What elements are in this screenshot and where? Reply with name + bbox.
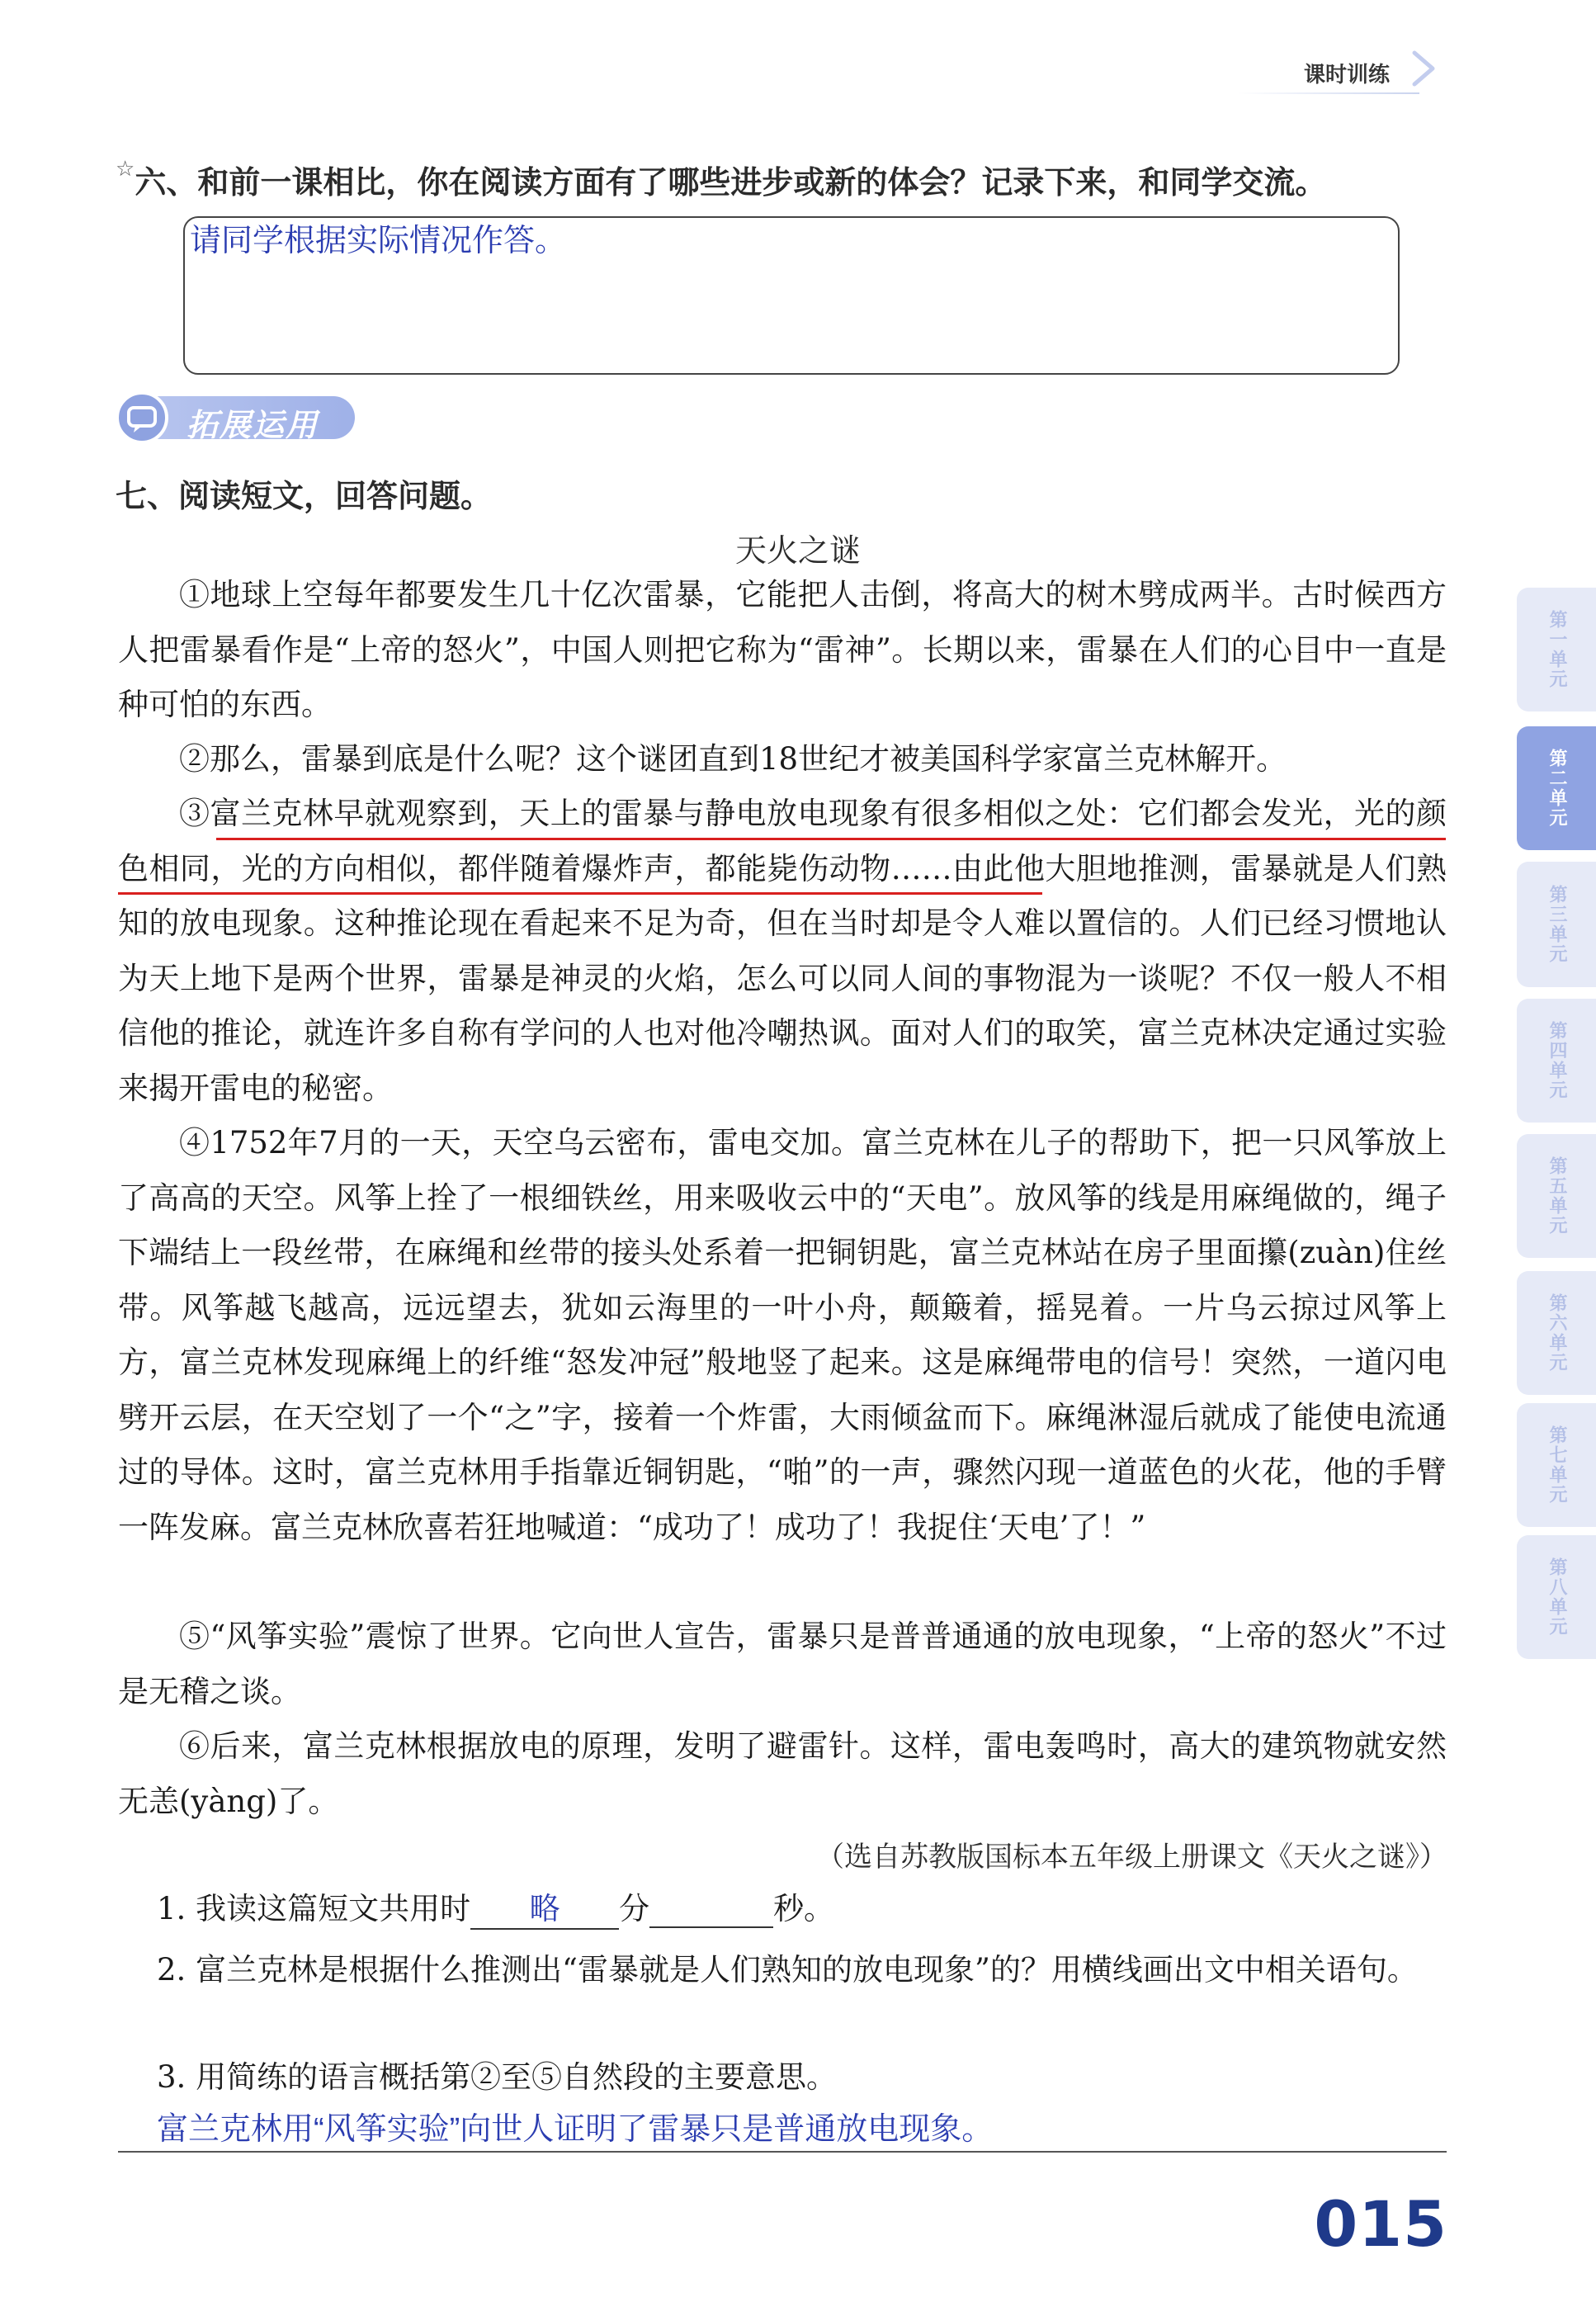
passage-paragraph-6: ⑥后来，富兰克林根据放电的原理，发明了避雷针。这样，雷电轰鸣时，高大的建筑物就安然无恙(yàng)了。	[118, 1728, 1447, 1819]
underline-mark	[118, 892, 1042, 895]
passage-source: （选自苏教版国标本五年级上册课文《天火之谜》）	[816, 1841, 1447, 1874]
question-6-text: 六、和前一课相比，你在阅读方面有了哪些进步或新的体会？记录下来，和同学交流。	[135, 164, 1327, 201]
question-7: 七、阅读短文，回答问题。	[116, 478, 493, 514]
passage-title: 天火之谜	[734, 532, 861, 569]
passage-paragraph-1: ①地球上空每年都要发生几十亿次雷暴，它能把人击倒，将高大的树木劈成两半。古时候西方人把雷暴看作是“上帝的怒火”，中国人则把它称为“雷神”。长期以来，雷暴在人们的心目中一直是种可怕的东西。	[118, 577, 1447, 722]
tab-unit-4[interactable]: 第四单元	[1517, 999, 1596, 1123]
header-title: 课时训练	[1303, 63, 1390, 87]
tab-unit-1[interactable]: 第一单元	[1517, 588, 1596, 711]
subquestion-1	[157, 1884, 834, 1930]
extension-badge-label: 拓展运用	[187, 407, 319, 443]
subquestion-3-answer: 富兰克林用“风筝实验”向世人证明了雷暴只是普通放电现象。	[157, 2112, 994, 2147]
tab-unit-7[interactable]: 第七单元	[1517, 1403, 1596, 1527]
minutes-blank[interactable]	[470, 1884, 619, 1930]
seconds-blank[interactable]	[649, 1891, 773, 1928]
minutes-unit: 分	[619, 1891, 650, 1926]
chat-bubble-icon-glyph	[119, 395, 165, 441]
answer-6-text: 请同学根据实际情况作答。	[190, 224, 567, 258]
tab-unit-2[interactable]: 第二单元	[1517, 726, 1596, 850]
underline-mark	[216, 838, 1446, 840]
subquestion-1-text: 1. 我读这篇短文共用时	[157, 1891, 471, 1926]
chat-bubble-icon	[116, 391, 168, 444]
page-number: 015	[1314, 2187, 1447, 2261]
header-divider	[1238, 92, 1419, 94]
answer-line[interactable]	[118, 2151, 1447, 2153]
passage-paragraph-3: ③富兰克林早就观察到，天上的雷暴与静电放电现象有很多相似之处：它们都会发光，光的颜色相同，光的方向相似，都伴随着爆炸声，都能毙伤动物……由此他大胆地推测，雷暴就是人们熟知的放电现象。这种推论现在看起来不足为奇，但在当时却是令人难以置信的。人们已经习惯地认为天上地下是两个世界，雷暴是神灵的火焰，怎么可以同人间的事物混为一谈呢？不仅一般人不相信他的推论，就连许多自称有学问的人也对他冷嘲热讽。面对人们的取笑，富兰克林决定通过实验来揭开雷电的秘密。	[118, 796, 1447, 1106]
subquestion-2: 2. 富兰克林是根据什么推测出“雷暴就是人们熟知的放电现象”的？用横线画出文中相关语句。	[157, 1952, 1418, 1988]
passage-paragraph-4: ④1752年7月的一天，天空乌云密布，雷电交加。富兰克林在儿子的帮助下，把一只风筝放上了高高的天空。风筝上拴了一根细铁丝，用来吸收云中的“天电”。放风筝的线是用麻绳做的，绳子下端结上一段丝带，在麻绳和丝带的接头处系着一把铜钥匙，富兰克林站在房子里面攥(zuàn)住丝带。风筝越飞越高，远远望去，犹如云海里的一叶小舟，颠簸着，摇晃着。一片乌云掠过风筝上方，富兰克林发现麻绳上的纤维“怒发冲冠”般地竖了起来。这是麻绳带电的信号！突然，一道闪电劈开云层，在天空划了一个“之”字，接着一个炸雷，大雨倾盆而下。麻绳淋湿后就成了能使电流通过的导体。这时，富兰克林用手指靠近铜钥匙，“啪”的一声，骤然闪现一道蓝色的火花，他的手臂一阵发麻。富兰克林欣喜若狂地喊道：“成功了！成功了！我捉住‘天电’了！”	[118, 1125, 1447, 1545]
tab-unit-6[interactable]: 第六单元	[1517, 1271, 1596, 1395]
seconds-unit: 秒。	[773, 1891, 835, 1926]
tab-unit-3[interactable]: 第三单元	[1517, 862, 1596, 987]
tab-unit-8[interactable]: 第八单元	[1517, 1535, 1596, 1659]
chevron-right-icon	[1408, 50, 1441, 87]
tab-unit-5[interactable]: 第五单元	[1517, 1134, 1596, 1258]
passage-paragraph-5: ⑤“风筝实验”震惊了世界。它向世人宣告，雷暴只是普普通通的放电现象，“上帝的怒火”不过是无稽之谈。	[118, 1619, 1447, 1709]
star-icon: ☆	[116, 157, 135, 182]
subquestion-3: 3. 用简练的语言概括第②至⑤自然段的主要意思。	[157, 2059, 838, 2095]
minutes-answer: 略	[529, 1892, 560, 1926]
passage-paragraph-2: ②那么，雷暴到底是什么呢？这个谜团直到18世纪才被美国科学家富兰克林解开。	[179, 741, 1287, 777]
question-6	[116, 157, 1326, 202]
